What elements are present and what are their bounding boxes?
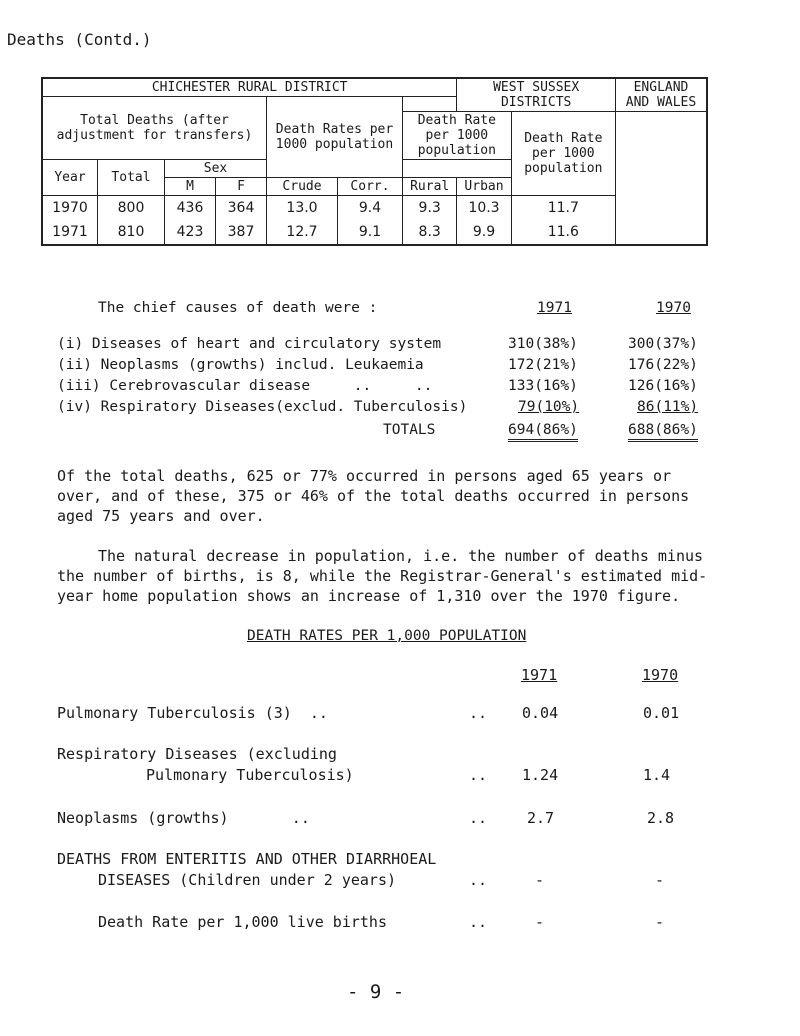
paragraph-line: aged 75 years and over.: [57, 507, 265, 525]
rate-1971: 2.7: [527, 809, 555, 827]
crude-cell: 12.7: [267, 220, 338, 245]
cause-1971: 79(10%): [518, 399, 580, 415]
female-cell: 364: [216, 196, 267, 221]
chichester-header: CHICHESTER RURAL DISTRICT: [42, 78, 457, 97]
ew-rate-header: Death Rate per 1000 population: [511, 112, 615, 196]
ew-cell: 11.6: [511, 220, 615, 245]
total-cell: 800: [98, 196, 165, 221]
rate-dots: ..: [469, 871, 488, 889]
england-header: ENGLAND AND WALES: [616, 78, 708, 112]
total-deaths-header: Total Deaths (after adjustment for transfers): [42, 97, 267, 160]
corr-cell: 9.1: [338, 220, 403, 245]
dr-col-1971: 1971: [521, 666, 558, 684]
west-sussex-header: WEST SUSSEX DISTRICTS: [457, 78, 616, 112]
causes-intro: The chief causes of death were :: [98, 300, 378, 316]
death-rates-title: DEATH RATES PER 1,000 POPULATION: [247, 628, 527, 644]
deaths-table: [41, 77, 708, 246]
rate-1971: -: [535, 871, 545, 889]
rate-label: Pulmonary Tuberculosis (3) ..: [57, 704, 328, 722]
rate-1970: 1.4: [643, 766, 671, 784]
paragraph-line: Of the total deaths, 625 or 77% occurred in persons aged 65 years or: [57, 467, 672, 485]
crude-cell: 13.0: [267, 196, 338, 221]
rate-label: Respiratory Diseases (excluding: [57, 745, 337, 763]
paragraph-line: The natural decrease in population, i.e. the number of deaths minus: [98, 547, 704, 565]
col-crude: Crude: [267, 178, 338, 196]
male-cell: 423: [165, 220, 216, 245]
page-title: Deaths (Contd.): [7, 30, 152, 49]
col-m: M: [165, 178, 216, 196]
rate-label: DISEASES (Children under 2 years): [98, 871, 397, 889]
corr-cell: 9.4: [338, 196, 403, 221]
causes-col-1970: 1970: [656, 300, 691, 316]
col-corr: Corr.: [338, 178, 403, 196]
cause-1971: 310(38%): [508, 336, 578, 352]
rate-label: Neoplasms (growths) ..: [57, 809, 310, 827]
page-number: - 9 -: [347, 981, 405, 1003]
cause-label: (iv) Respiratory Diseases(exclud. Tuberculosis): [57, 399, 468, 415]
col-rural: Rural: [403, 178, 457, 196]
rural-cell: 8.3: [403, 220, 457, 245]
rate-1970: 0.01: [643, 704, 680, 722]
rate-1970: -: [655, 913, 665, 931]
cause-1970: 300(37%): [628, 336, 698, 352]
rural-cell: 9.3: [403, 196, 457, 221]
cause-label: (ii) Neoplasms (growths) includ. Leukaemia: [57, 357, 424, 373]
col-f: F: [216, 178, 267, 196]
rate-dots: ..: [469, 913, 488, 931]
year-cell: 1970: [42, 196, 98, 221]
rate-1971: 1.24: [522, 766, 559, 784]
rate-1971: 0.04: [522, 704, 559, 722]
rate-dots: ..: [469, 766, 488, 784]
year-cell: 1971: [42, 220, 98, 245]
col-total: Total: [98, 160, 165, 196]
ew-cell: 11.7: [511, 196, 615, 221]
causes-col-1971: 1971: [537, 300, 572, 316]
cause-1970: 126(16%): [628, 378, 698, 394]
cause-1970: 176(22%): [628, 357, 698, 373]
rate-label: DEATHS FROM ENTERITIS AND OTHER DIARRHOEAL: [57, 850, 437, 868]
rate-label: Pulmonary Tuberculosis): [146, 766, 354, 784]
paragraph-line: year home population shows an increase of 1,310 over the 1970 figure.: [57, 587, 681, 605]
death-rates-header: Death Rates per 1000 population: [267, 97, 403, 178]
cause-label: (iii) Cerebrovascular disease .. ..: [57, 378, 433, 394]
rate-label: Death Rate per 1,000 live births: [98, 913, 387, 931]
totals-label: TOTALS: [383, 422, 436, 438]
cause-1970: 86(11%): [637, 399, 699, 415]
rate-1971: -: [535, 913, 545, 931]
male-cell: 436: [165, 196, 216, 221]
rate-dots: ..: [469, 704, 488, 722]
rate-1970: -: [655, 871, 665, 889]
totals-1970: 688(86%): [628, 422, 698, 442]
rate-dots: ..: [469, 809, 488, 827]
cause-label: (i) Diseases of heart and circulatory system: [57, 336, 442, 352]
totals-1971: 694(86%): [508, 422, 578, 442]
table-row: [42, 220, 707, 245]
dr-col-1970: 1970: [642, 666, 679, 684]
col-year: Year: [42, 160, 98, 196]
col-urban: Urban: [457, 178, 511, 196]
col-sex: Sex: [165, 160, 267, 178]
rate-1970: 2.8: [647, 809, 675, 827]
cause-1971: 172(21%): [508, 357, 578, 373]
urban-cell: 10.3: [457, 196, 511, 221]
ws-rate-header: Death Rate per 1000 population: [403, 112, 512, 160]
total-cell: 810: [98, 220, 165, 245]
urban-cell: 9.9: [457, 220, 511, 245]
female-cell: 387: [216, 220, 267, 245]
paragraph-line: over, and of these, 375 or 46% of the total deaths occurred in persons: [57, 487, 690, 505]
paragraph-line: the number of births, is 8, while the Registrar-General's estimated mid-: [57, 567, 708, 585]
cause-1971: 133(16%): [508, 378, 578, 394]
table-row: [42, 196, 707, 221]
